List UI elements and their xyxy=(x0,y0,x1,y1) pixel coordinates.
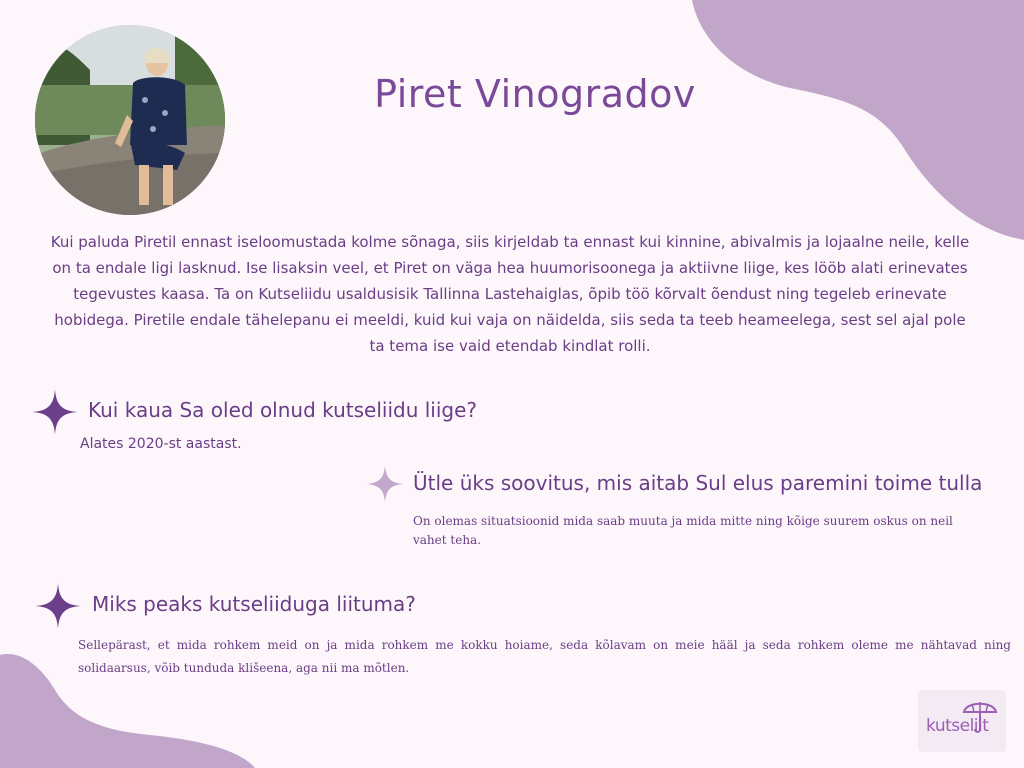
question-3: Miks peaks kutseliiduga liituma? xyxy=(92,592,416,616)
answer-2: On olemas situatsioonid mida saab muuta ja mida mitte ning kõige suurem oskus on neil vahet teha. xyxy=(413,514,953,547)
question-1: Kui kaua Sa oled olnud kutseliidu liige? xyxy=(88,398,478,422)
profile-photo xyxy=(35,25,225,215)
sparkle-icon xyxy=(35,583,81,629)
question-2: Ütle üks soovitus, mis aitab Sul elus paremini toime tulla xyxy=(413,471,983,495)
answer-3: Sellepärast, et mida rohkem meid on ja mida rohkem me kokku hoiame, seda kõlavam on meie hääl ja seda rohkem oleme me nähtavad ning solidaarsus, võib tunduda klišeena, aga nii ma mõtlen. xyxy=(78,638,1011,675)
sparkle-icon xyxy=(32,389,78,435)
answer-1: Alates 2020-st aastast. xyxy=(80,436,242,452)
kutseliit-logo xyxy=(918,690,1006,752)
sparkle-icon xyxy=(366,465,404,503)
logo-text: kutseliit xyxy=(926,716,989,736)
intro-paragraph: Kui paluda Piretil ennast iseloomustada kolme sõnaga, siis kirjeldab ta ennast kui kinnine, abivalmis ja lojaalne neile, kelle on ta endale ligi lasknud. Ise lisaksin veel, et Piret on väga hea huumorisoonega ja aktiivne liige, kes lööb alati erinevates tegevustes kaasa. Ta on Kutseliidu usaldusisik Tallinna Lastehaiglas, õpib töö kõrvalt õendust ning tegeleb erinevate hobidega. Piretile endale tähelepanu ei meeldi, kuid kui vaja on näidelda, siis seda ta teeb heameelega, sest sel ajal pole ta tema ise vaid etendab kindlat rolli. xyxy=(50,233,970,355)
profile-name: Piret Vinogradov xyxy=(374,72,696,116)
top-right-blob xyxy=(692,0,1024,240)
